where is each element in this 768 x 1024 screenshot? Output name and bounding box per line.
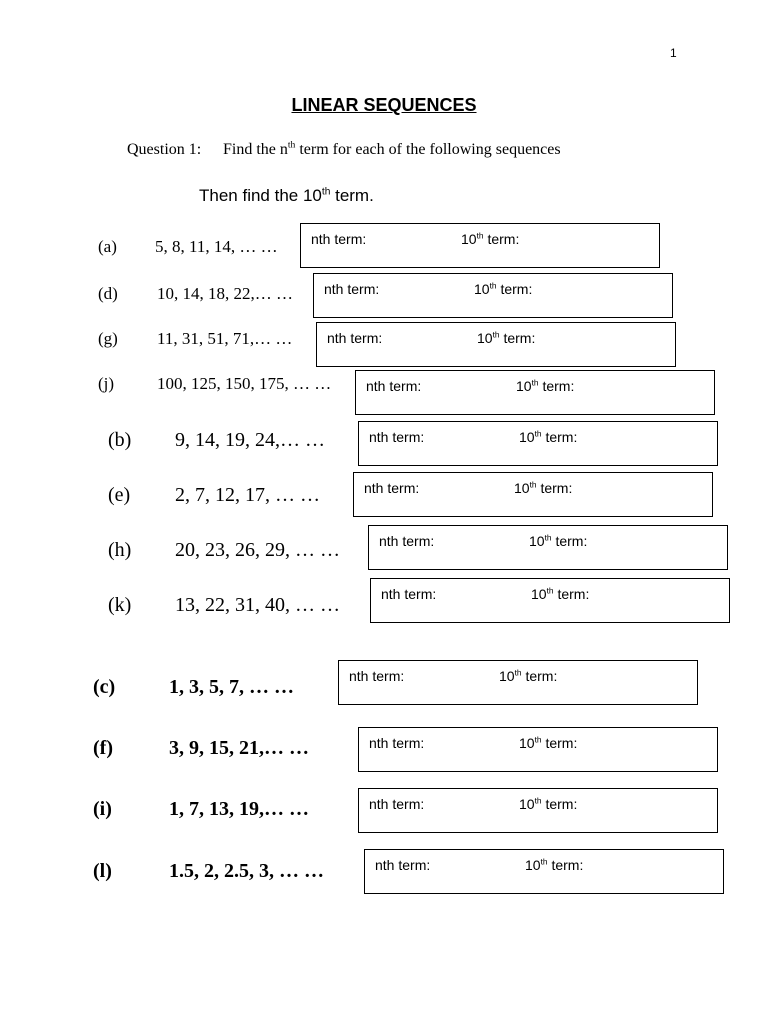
nth-term-label: nth term:	[379, 533, 435, 549]
tenth-term-label: 10th term:	[499, 667, 558, 684]
tenth-term-label: 10th term:	[519, 734, 578, 751]
instruction-start: Then find the 10	[199, 186, 322, 205]
tenth-term-label: 10th term:	[525, 856, 584, 873]
instruction-end: term.	[330, 186, 374, 205]
tenth-term-label: 10th term:	[519, 428, 578, 445]
answer-box-k[interactable]	[370, 578, 730, 623]
sequence-terms: 1, 3, 5, 7, … …	[169, 676, 294, 698]
nth-term-label: nth term:	[324, 281, 380, 297]
nth-term-label: nth term:	[366, 378, 422, 394]
tenth-term-label: 10th term:	[529, 532, 588, 549]
sequence-terms: 9, 14, 19, 24,… …	[175, 429, 325, 451]
tenth-term-label: 10th term:	[461, 230, 520, 247]
sequence-terms: 1, 7, 13, 19,… …	[169, 798, 309, 820]
sequence-terms: 20, 23, 26, 29, … …	[175, 539, 340, 561]
nth-term-label: nth term:	[327, 330, 383, 346]
sequence-terms: 13, 22, 31, 40, … …	[175, 594, 340, 616]
tenth-term-label: 10th term:	[477, 329, 536, 346]
sequence-label: (k)	[108, 594, 132, 616]
sequence-label: (h)	[108, 539, 132, 561]
nth-term-label: nth term:	[375, 857, 431, 873]
answer-box-b[interactable]	[358, 421, 718, 466]
question-number: Question 1:	[127, 141, 202, 158]
sequence-terms: 100, 125, 150, 175, … …	[157, 374, 332, 393]
sequence-label: (g)	[98, 329, 118, 348]
answer-box-j[interactable]	[355, 370, 715, 415]
sequence-label: (a)	[98, 237, 117, 256]
question-text-end: term for each of the following sequences	[295, 141, 561, 158]
page-number: 1	[670, 46, 677, 60]
tenth-term-label: 10th term:	[514, 479, 573, 496]
nth-term-label: nth term:	[311, 231, 367, 247]
sequence-terms: 3, 9, 15, 21,… …	[169, 737, 309, 759]
question-heading	[127, 141, 561, 159]
tenth-term-label: 10th term:	[474, 280, 533, 297]
sequence-terms: 1.5, 2, 2.5, 3, … …	[169, 860, 324, 882]
sequence-terms: 11, 31, 51, 71,… …	[157, 329, 293, 348]
tenth-term-label: 10th term:	[516, 377, 575, 394]
answer-box-d[interactable]	[313, 273, 673, 318]
answer-box-f[interactable]	[358, 727, 718, 772]
answer-box-c[interactable]	[338, 660, 698, 705]
instruction-line	[199, 186, 374, 206]
nth-term-label: nth term:	[349, 668, 405, 684]
sequence-terms: 2, 7, 12, 17, … …	[175, 484, 320, 506]
tenth-term-label: 10th term:	[531, 585, 590, 602]
nth-term-label: nth term:	[369, 735, 425, 751]
sequence-label: (l)	[93, 860, 112, 882]
sequence-terms: 10, 14, 18, 22,… …	[157, 284, 293, 303]
instruction-sup: th	[321, 186, 331, 198]
answer-box-a[interactable]	[300, 223, 660, 268]
nth-term-label: nth term:	[369, 796, 425, 812]
sequence-label: (f)	[93, 737, 113, 759]
nth-term-label: nth term:	[364, 480, 420, 496]
nth-term-label: nth term:	[369, 429, 425, 445]
answer-box-l[interactable]	[364, 849, 724, 894]
sequence-label: (c)	[93, 676, 116, 698]
sequence-label: (j)	[98, 374, 115, 393]
sequence-label: (e)	[108, 484, 131, 506]
answer-box-i[interactable]	[358, 788, 718, 833]
tenth-term-label: 10th term:	[519, 795, 578, 812]
answer-box-e[interactable]	[353, 472, 713, 517]
worksheet-title: LINEAR SEQUENCES	[291, 95, 477, 115]
question-text-sup: th	[287, 139, 296, 151]
sequence-terms: 5, 8, 11, 14, … …	[155, 237, 278, 256]
nth-term-label: nth term:	[381, 586, 437, 602]
answer-box-h[interactable]	[368, 525, 728, 570]
answer-box-g[interactable]	[316, 322, 676, 367]
sequence-label: (d)	[98, 284, 118, 303]
question-text-start: Find the n	[223, 141, 288, 158]
sequence-label: (i)	[93, 798, 112, 820]
sequence-label: (b)	[108, 429, 132, 451]
